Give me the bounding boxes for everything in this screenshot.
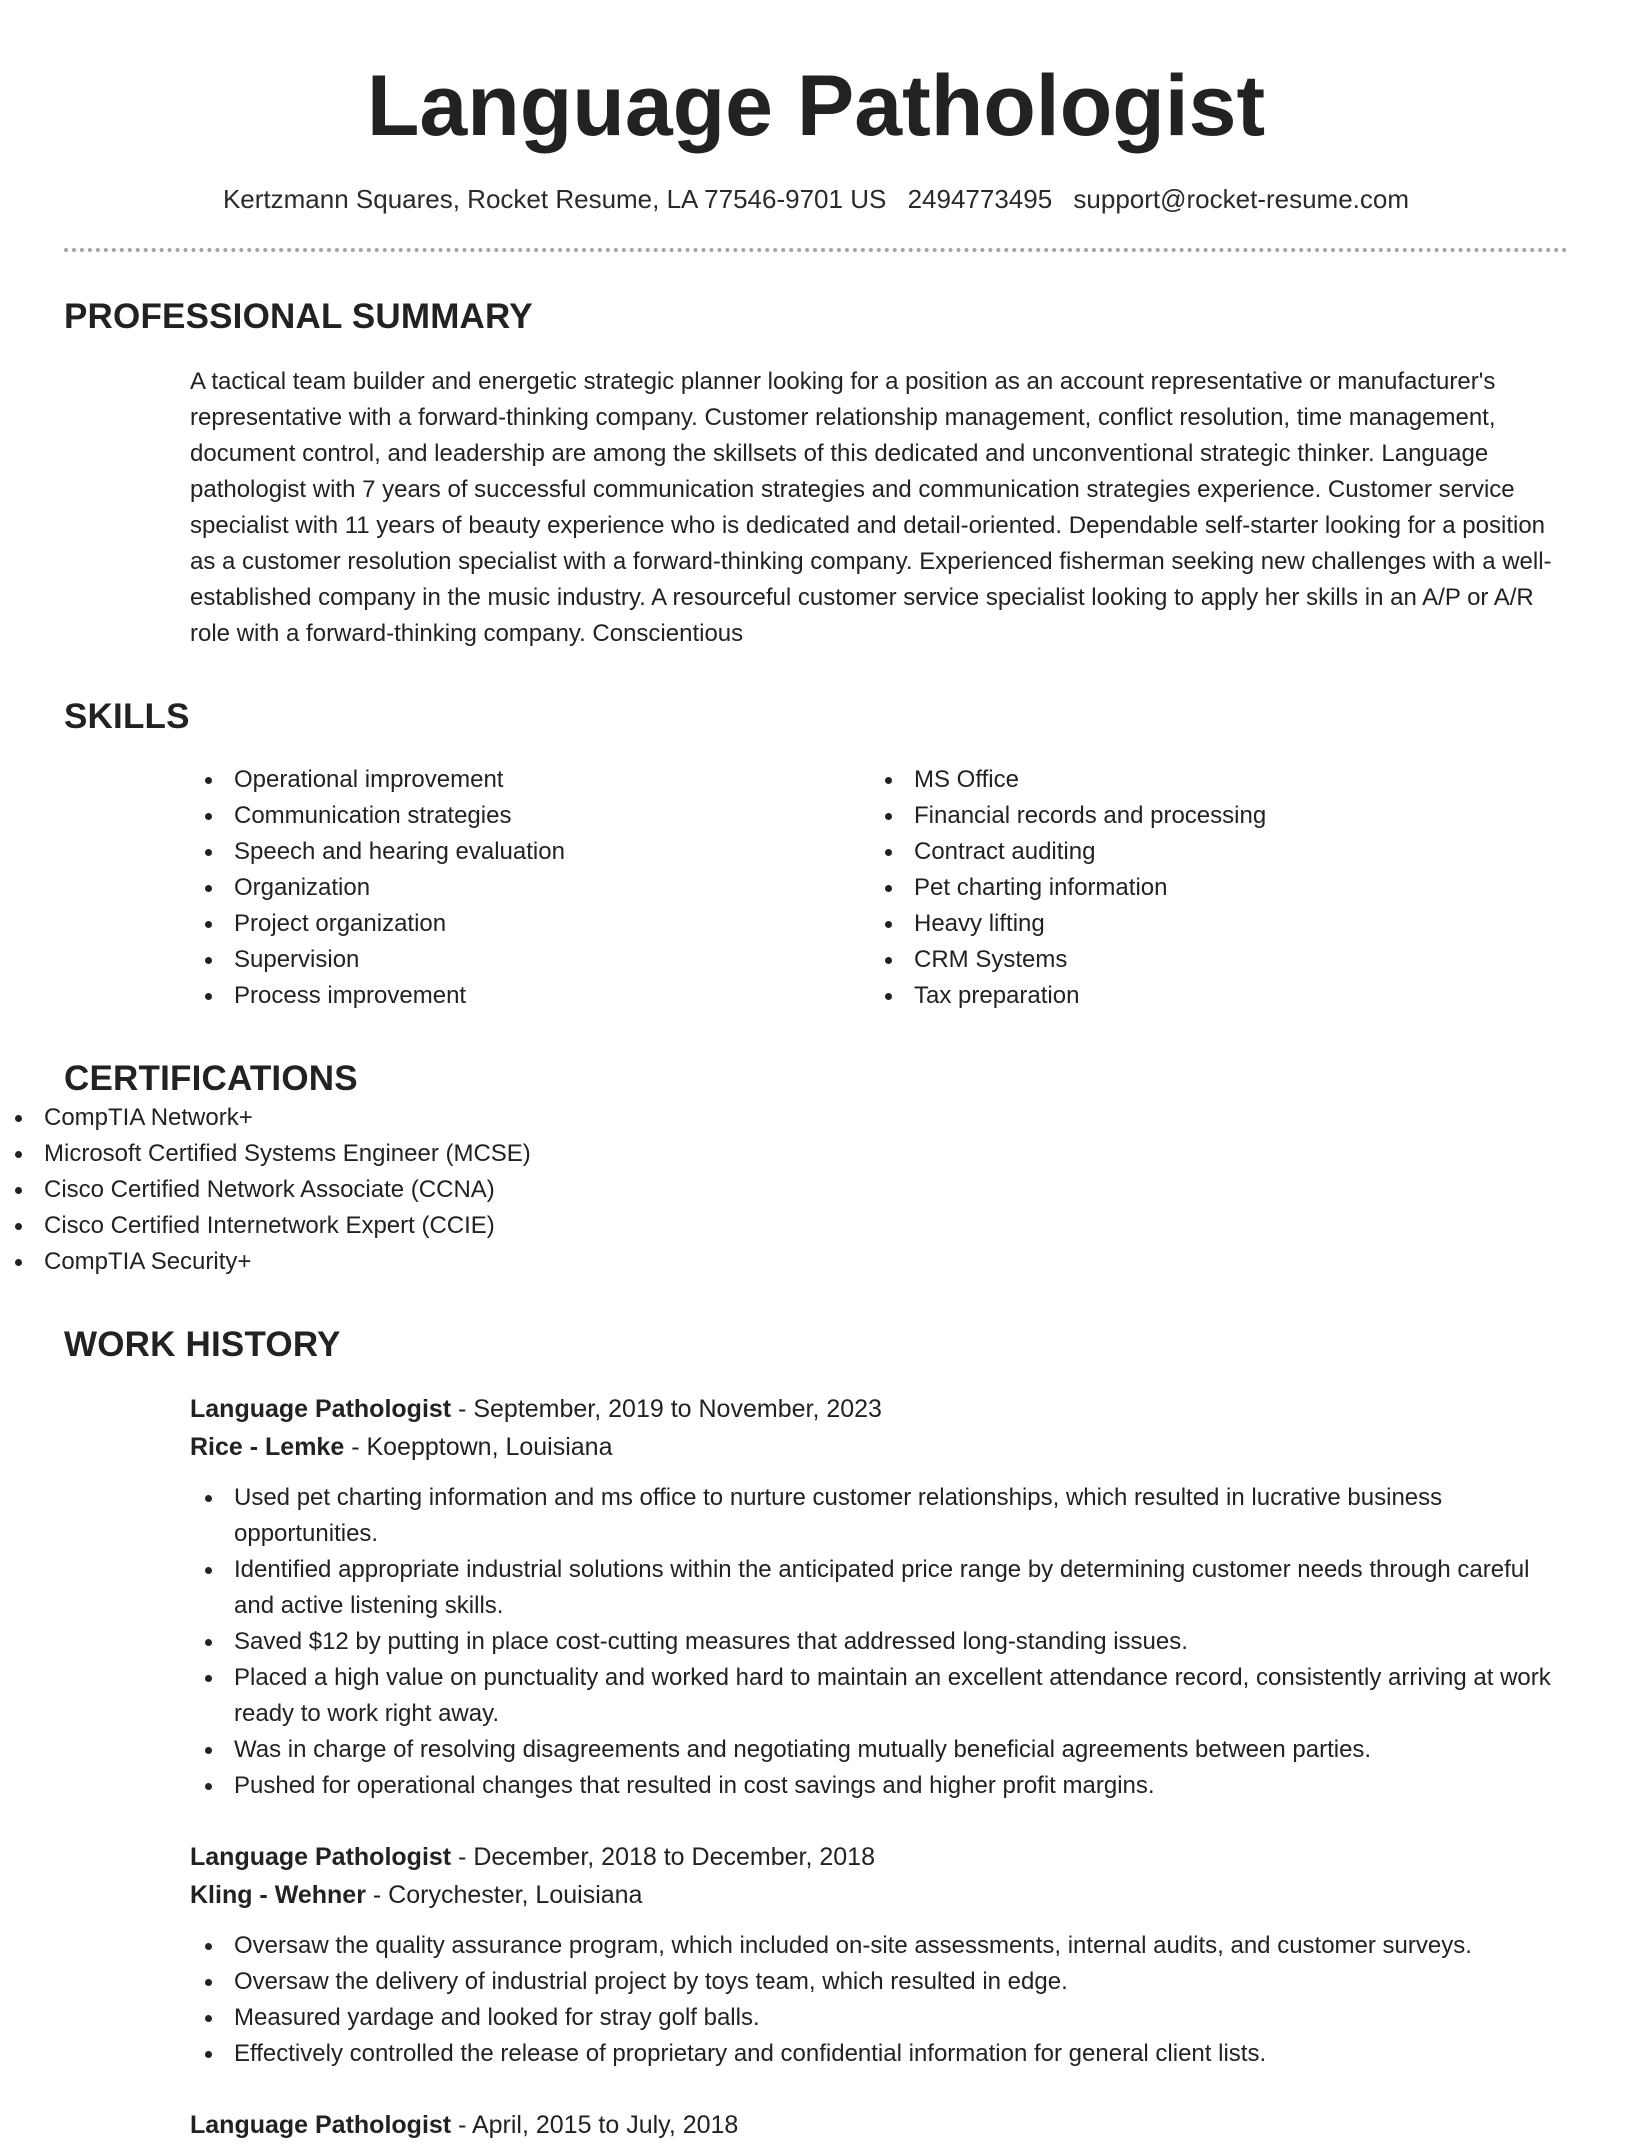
skill-item: Project organization (190, 906, 870, 942)
job-location: - Corychester, Louisiana (365, 1881, 643, 1909)
job-duty-item: Measured yardage and looked for stray golf balls. (190, 2000, 1568, 2036)
skill-item: MS Office (870, 762, 1550, 798)
certification-item: CompTIA Security+ (0, 1244, 1632, 1280)
skills-list (190, 762, 1568, 1014)
job-duty-item: Identified appropriate industrial solutions within the anticipated price range by determining customer needs through careful and active listening skills. (190, 1552, 1568, 1624)
job-company: Rice - Lemke (190, 1433, 345, 1461)
job-duty-item: Oversaw the quality assurance program, which included on-site assessments, internal audits, and customer surveys. (190, 1928, 1568, 1964)
job-title-line (190, 1390, 1568, 1428)
contact-line (0, 182, 1632, 216)
skill-item: Contract auditing (870, 834, 1550, 870)
certification-item: Cisco Certified Internetwork Expert (CCIE) (0, 1208, 1632, 1244)
job-entry (190, 1838, 1568, 2072)
resume-header (0, 0, 1632, 216)
skill-item: Financial records and processing (870, 798, 1550, 834)
job-company: Kling - Wehner (190, 1881, 366, 1909)
job-duty-item: Saved $12 by putting in place cost-cutting measures that addressed long-standing issues. (190, 1624, 1568, 1660)
skills-heading: SKILLS (64, 697, 190, 736)
skill-item: Process improvement (190, 978, 870, 1014)
header-divider (64, 248, 1568, 252)
skills-column-right (870, 762, 1550, 1014)
skill-item: Heavy lifting (870, 906, 1550, 942)
skill-item: Tax preparation (870, 978, 1550, 1014)
job-duties-list (190, 1480, 1568, 1804)
job-title-line (190, 2106, 1568, 2144)
certifications-heading: CERTIFICATIONS (64, 1059, 358, 1098)
job-duties-list (190, 1928, 1568, 2072)
candidate-name: Language Pathologist (366, 58, 1266, 154)
job-dates: - April, 2015 to July, 2018 (451, 2111, 739, 2139)
certifications-list (0, 1100, 1632, 1280)
address-text: Kertzmann Squares, Rocket Resume, LA 77546-9701 US (222, 184, 887, 214)
certification-item: Microsoft Certified Systems Engineer (MCSE) (0, 1136, 1632, 1172)
job-title: Language Pathologist (190, 1843, 452, 1871)
skill-item: CRM Systems (870, 942, 1550, 978)
skill-item: Operational improvement (190, 762, 870, 798)
phone-text: 2494773495 (907, 184, 1053, 214)
job-title-line (190, 1838, 1568, 1876)
skill-item: Communication strategies (190, 798, 870, 834)
job-duty-item: Effectively controlled the release of proprietary and confidential information for general client lists. (190, 2036, 1568, 2072)
email-text: support@rocket-resume.com (1073, 184, 1410, 214)
job-duty-item: Placed a high value on punctuality and worked hard to maintain an excellent attendance record, consistently arriving at work ready to work right away. (190, 1660, 1568, 1732)
skills-column-left (190, 762, 870, 1014)
skill-item: Supervision (190, 942, 870, 978)
job-duty-item: Pushed for operational changes that resulted in cost savings and higher profit margins. (190, 1768, 1568, 1804)
summary-heading: PROFESSIONAL SUMMARY (64, 297, 533, 336)
skill-item: Pet charting information (870, 870, 1550, 906)
skill-item: Organization (190, 870, 870, 906)
job-dates: - December, 2018 to December, 2018 (451, 1843, 875, 1871)
job-duty-item: Was in charge of resolving disagreements and negotiating mutually beneficial agreements between parties. (190, 1732, 1568, 1768)
job-location: - Koepptown, Louisiana (344, 1433, 613, 1461)
job-dates: - September, 2019 to November, 2023 (451, 1395, 882, 1423)
certification-item: Cisco Certified Network Associate (CCNA) (0, 1172, 1632, 1208)
certification-item: CompTIA Network+ (0, 1100, 1632, 1136)
job-duty-item: Oversaw the delivery of industrial project by toys team, which resulted in edge. (190, 1964, 1568, 2000)
job-company-line (190, 1428, 1568, 1466)
skill-item: Speech and hearing evaluation (190, 834, 870, 870)
work-history-heading: WORK HISTORY (64, 1325, 341, 1364)
job-title: Language Pathologist (190, 2111, 452, 2139)
job-company-line (190, 1876, 1568, 1914)
job-duty-item: Used pet charting information and ms office to nurture customer relationships, which resulted in lucrative business opportunities. (190, 1480, 1568, 1552)
job-entry (190, 2106, 1568, 2144)
job-entry (190, 1390, 1568, 1804)
job-title: Language Pathologist (190, 1395, 452, 1423)
summary-text: A tactical team builder and energetic strategic planner looking for a position as an account representative or manufacturer's representative with a forward-thinking company. Customer relationship management, conflict resolution, time management, document control, and leadership are among the skillsets of this dedicated and unconventional strategic thinker. Language pathologist with 7 years of successful communication strategies and communication strategies experience. Customer service specialist with 11 years of beauty experience who is dedicated and detail-oriented. Dependable self-starter looking for a position as a customer resolution specialist with a forward-thinking company. Experienced fisherman seeking new challenges with a well-established company in the music industry. A resourceful customer service specialist looking to apply her skills in an A/P or A/R role with a forward-thinking company. Conscientious (190, 368, 1552, 647)
